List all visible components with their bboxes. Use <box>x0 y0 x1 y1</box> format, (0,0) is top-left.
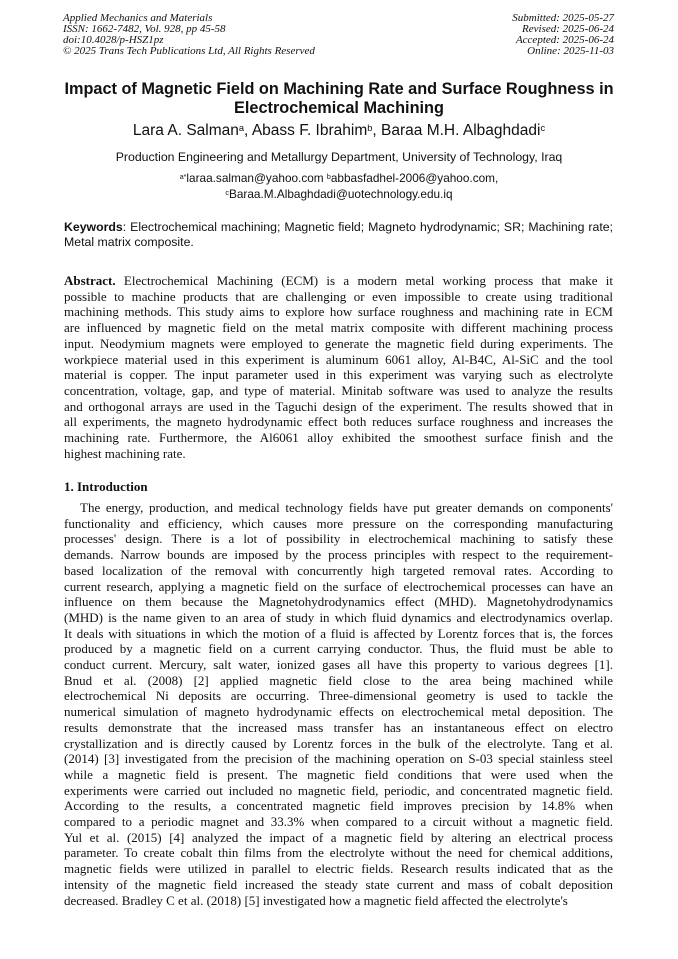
text-line <box>64 273 613 289</box>
text-line <box>64 367 613 383</box>
line-text: According to the results, a concentrated magnetic field improves precision by 14.8% when <box>64 798 613 814</box>
text-line <box>64 414 613 430</box>
text-line <box>64 500 613 516</box>
author-sup: c <box>540 122 546 133</box>
keywords-text: : Electrochemical machining; Magnetic field; Magneto hydrodynamic; SR; Machining rate; Metal matrix composite. <box>64 220 613 249</box>
line-text: conduct current. Mercury, salt water, ionized gases all have this property to various degrees [1]. <box>64 657 613 673</box>
line-text: based localization of the removal with concurrently high targeted removal rates. According to <box>64 562 613 578</box>
line-text: (2014) [3] investigated from the precision of the machining operation on S-03 special stainless steel <box>64 751 613 767</box>
author-sup: a <box>238 122 245 133</box>
email-sup: c <box>225 189 229 198</box>
line-text: machining rate. Furthermore, the Al6061 alloy exhibited the smoothest surface finish and the <box>64 430 613 446</box>
line-text: compared to a periodic magnet and 33.3% when compared to a circuit without a magnetic field. <box>64 814 613 830</box>
line-text: demands. Narrow bounds are imposed by the process principles with respect to the requirement- <box>64 547 613 563</box>
introduction-paragraph <box>64 500 613 908</box>
abstract-label: Abstract. <box>64 273 116 288</box>
keywords-label: Keywords <box>64 220 123 234</box>
line-text: produced by a magnetic field on a current carrying conductor. Thus, the fluid must be able to <box>64 641 613 657</box>
author-sup: b <box>367 122 373 133</box>
text-line <box>64 563 613 579</box>
text-line <box>64 289 613 305</box>
line-text: Yul et al. (2015) [4] analyzed the impact of a magnetic field by altering an electrical process <box>64 829 613 845</box>
section-heading: 1. Introduction <box>64 479 148 494</box>
line-text: material is copper. The input parameter used in this experiment was varying such as electrolyte <box>64 367 613 383</box>
paper-title: Impact of Magnetic Field on Machining Rate and Surface Roughness in Electrochemical Machining <box>64 80 614 117</box>
text-line <box>64 688 613 704</box>
line-text: magnetic fields were utilized in parallel to electric fields. Research results indicated that as the <box>64 861 613 877</box>
author-name: Abass F. Ibrahim <box>251 122 368 139</box>
text-line <box>64 383 613 399</box>
text-line <box>64 579 613 595</box>
line-text: machining methods. This study aims to explore how surface roughness and machining rate in ECM <box>64 304 613 320</box>
line-text: possible to machine products that are challenging or even impossible to create using traditional <box>64 288 613 304</box>
journal-info <box>63 13 315 57</box>
text-line <box>64 720 613 736</box>
line-text: while a magnetic field is present. The magnetic field conditions that were used when the <box>64 766 613 782</box>
author-name: Baraa M.H. Albaghdadi <box>381 122 541 139</box>
accepted-date: Accepted: 2025-06-24 <box>515 34 614 46</box>
line-text: all experiments, the magneto hydrodynamic effect both reduces surface roughness and increases the <box>64 414 613 430</box>
text-line <box>64 641 613 657</box>
line-text: numerical simulation of magneto hydrodynamic effects on electrochemical metal deposition. The <box>64 704 613 720</box>
line-text: highest machining rate. <box>64 445 186 461</box>
line-text: workpiece material used in this experiment is aluminum 6061 alloy, Al-B4C, Al-SiC and the tool <box>64 351 613 367</box>
line-text: The energy, production, and medical technology fields have put greater demands on components' <box>80 500 613 515</box>
text-line <box>64 547 613 563</box>
abstract <box>64 273 613 461</box>
line-text: decreased. Bradley C et al. (2018) [5] investigated how a magnetic field affected the electrolyte's <box>64 892 568 908</box>
line-text: and orthogonal arrays are used in the Taguchi design of the experiment. The results showed that in <box>64 398 613 414</box>
author-emails <box>0 170 678 202</box>
copyright: © 2025 Trans Tech Publications Ltd, All Rights Reserved <box>63 45 315 57</box>
text-line <box>64 673 613 689</box>
line-text: processes' design. There is a lot of possibility in electrochemical machining to satisfy these <box>64 531 613 547</box>
line-text: functionality and efficiency, which causes more pressure on the corresponding manufacturing <box>64 515 613 531</box>
keywords <box>64 220 613 249</box>
line-text: (MHD) is the name given to an area of study in which fluid dynamics and electrodynamics overlap. <box>64 609 613 625</box>
author-list: Lara A. Salman$^a$, Abass F. Ibrahim$^b$, Baraa M.H. Albaghdadi$^c$ <box>132 122 546 139</box>
text-line <box>64 893 613 909</box>
online-date: Online: 2025-11-03 <box>527 45 614 57</box>
text-line <box>64 531 613 547</box>
text-line <box>64 861 613 877</box>
line-text: experiments were carried out included no magnetic field, periodic, and concentrated magnetic field. <box>64 782 613 798</box>
text-line <box>64 610 613 626</box>
text-line <box>64 594 613 610</box>
line-text: current research, applying a magnetic field on the surface of electrochemical processes can have an <box>64 578 613 594</box>
email-link[interactable]: Baraa.M.Albaghdadi@uotechnology.edu.iq <box>228 187 453 202</box>
email-link[interactable]: abbasfadhel-2006@yahoo.com, <box>330 171 499 186</box>
issn-volume: ISSN: 1662-7482, Vol. 928, pp 45-58 <box>63 23 226 35</box>
line-text: results demonstrate that the increased mass transfer has an instantaneous effect on electro <box>64 719 613 735</box>
email-sup: a* <box>179 173 187 181</box>
doi[interactable]: doi:10.4028/p-HSZ1pz <box>63 34 164 46</box>
text-line <box>64 626 613 642</box>
line-text: influence on them because the Magnetohydrodynamics effect (MHD). Magnetohydrodynamics <box>64 594 613 610</box>
line-text: electrochemical Ni deposits are occurring. Three-dimensional geometry is used to tackle the <box>64 688 613 704</box>
revised-date: Revised: 2025-06-24 <box>522 23 614 35</box>
text-line <box>64 830 613 846</box>
text-line <box>64 704 613 720</box>
text-line <box>64 814 613 830</box>
submitted-date: Submitted: 2025-05-27 <box>512 12 614 24</box>
text-line <box>64 657 613 673</box>
email-link[interactable]: laraa.salman@yahoo.com <box>186 171 324 186</box>
text-line <box>64 783 613 799</box>
journal-name: Applied Mechanics and Materials <box>63 12 213 24</box>
text-line <box>64 767 613 783</box>
line-text: concentration, voltage, gap, and type of material. Minitab software was used to analyze the results <box>64 382 613 398</box>
line-text: are influenced by magnetic field on the metal matrix composite with different machining process <box>64 320 613 336</box>
text-line <box>64 336 613 352</box>
author-name: Lara A. Salman <box>132 122 239 139</box>
dates-info <box>512 13 614 57</box>
text-line <box>64 430 613 446</box>
text-line <box>64 320 613 336</box>
line-text: It deals with situations in which the motion of a fluid is affected by Lorentz forces that is, the forces <box>64 625 613 641</box>
text-line <box>64 399 613 415</box>
text-line <box>64 798 613 814</box>
affiliation: Production Engineering and Metallurgy Department, University of Technology, Iraq <box>115 150 563 164</box>
line-text: parameter. To create cobalt thin films from the electrolyte without the need for chemical additions, <box>64 845 613 861</box>
line-text: Electrochemical Machining (ECM) is a modern metal working process that make it <box>115 273 613 288</box>
text-line <box>64 736 613 752</box>
text-line <box>64 304 613 320</box>
text-line <box>64 877 613 893</box>
text-line <box>64 516 613 532</box>
text-line <box>64 845 613 861</box>
email-sup: b <box>326 173 331 181</box>
line-text: Bnud et al. (2008) [2] applied magnetic field close to the area being machined while <box>64 672 613 688</box>
line-text: input. Neodymium magnets were employed to generate the magnetic field during experiments. The <box>64 335 613 351</box>
text-line <box>64 352 613 368</box>
line-text: crystallization and is directly caused by Lorentz forces in the bulk of the electrolyte. Tang et al. <box>64 735 613 751</box>
text-line <box>64 446 613 462</box>
line-text: intensity of the magnetic field increased the steady state current and mass of cobalt deposition <box>64 876 613 892</box>
text-line <box>64 751 613 767</box>
